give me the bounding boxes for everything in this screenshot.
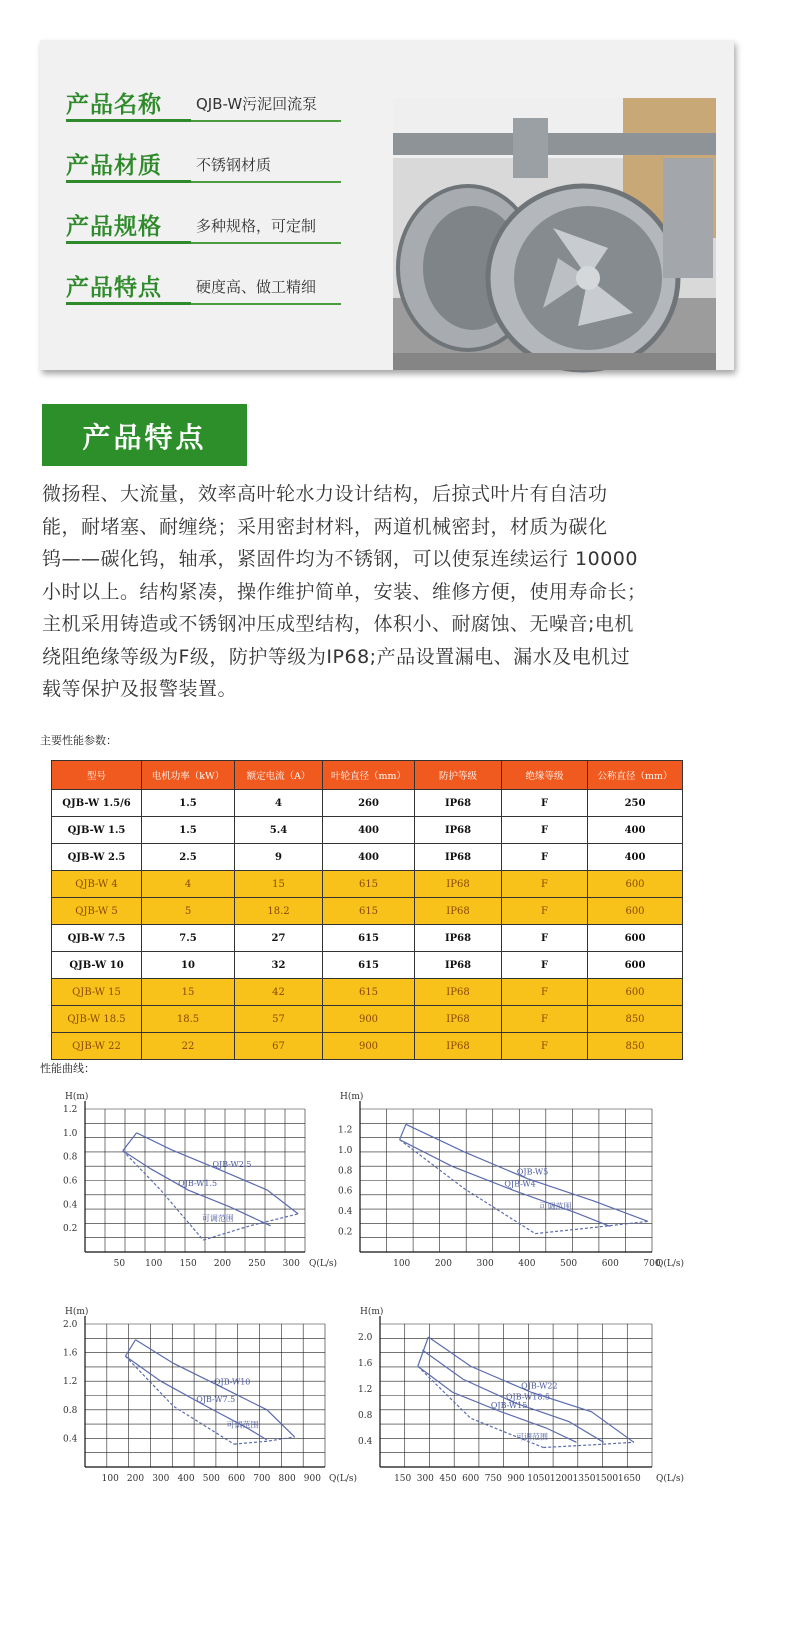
y-tick-label: 0.8 xyxy=(338,1166,353,1177)
table-cell: F xyxy=(502,817,588,844)
table-cell: F xyxy=(502,925,588,952)
table-cell: IP68 xyxy=(415,952,502,979)
table-cell: QJB-W 7.5 xyxy=(52,925,142,952)
y-tick-label: 0.4 xyxy=(63,1200,78,1211)
table-cell: 5 xyxy=(142,898,235,925)
x-tick-label: 300 xyxy=(476,1259,494,1269)
features-description xyxy=(42,478,742,706)
table-cell: 5.4 xyxy=(235,817,323,844)
table-cell: 15 xyxy=(235,871,323,898)
table-header-cell: 绝缘等级 xyxy=(502,761,588,790)
performance-chart-2 xyxy=(320,1085,685,1290)
performance-chart-3 xyxy=(40,1300,358,1505)
table-header-row xyxy=(52,761,683,790)
label-underline xyxy=(66,302,191,305)
x-tick-label: 400 xyxy=(518,1259,536,1269)
table-cell: 615 xyxy=(323,952,415,979)
table-cell: 400 xyxy=(588,817,683,844)
table-cell: 615 xyxy=(323,979,415,1006)
table-cell: QJB-W 22 xyxy=(52,1033,142,1060)
table-row xyxy=(52,898,683,925)
params-caption: 主要性能参数： xyxy=(40,734,117,747)
product-info-card xyxy=(40,40,734,370)
table-cell: F xyxy=(502,952,588,979)
x-tick-label: 300 xyxy=(152,1474,170,1484)
y-tick-label: 1.2 xyxy=(63,1377,78,1388)
info-row-spec xyxy=(66,206,341,244)
series-line xyxy=(123,1151,203,1240)
table-cell: 400 xyxy=(323,817,415,844)
table-cell: 42 xyxy=(235,979,323,1006)
table-cell: F xyxy=(502,844,588,871)
performance-chart-1 xyxy=(40,1085,338,1290)
table-cell: 4 xyxy=(142,871,235,898)
description-line: 主机采用铸造或不锈钢冲压成型结构，体积小、耐腐蚀、无噪音;电机 xyxy=(42,613,634,635)
y-tick-label: 0.8 xyxy=(63,1405,78,1416)
adjustable-range-label: 可调范围 xyxy=(201,1214,234,1224)
y-axis-label: H(m) xyxy=(340,1092,364,1102)
x-axis-label: Q(L/s) xyxy=(656,1259,685,1269)
table-header-cell: 额定电流（A） xyxy=(235,761,323,790)
table-cell: IP68 xyxy=(415,844,502,871)
y-tick-label: 1.6 xyxy=(63,1348,78,1359)
info-label: 产品规格 xyxy=(66,214,162,240)
table-cell: QJB-W 1.5/6 xyxy=(52,790,142,817)
info-row-material xyxy=(66,145,341,183)
table-cell: F xyxy=(502,871,588,898)
y-tick-label: 1.0 xyxy=(63,1128,78,1139)
series-line xyxy=(418,1337,429,1366)
table-cell: F xyxy=(502,979,588,1006)
table-cell: 27 xyxy=(235,925,323,952)
table-header-cell: 电机功率（kW） xyxy=(142,761,235,790)
table-cell: QJB-W 5 xyxy=(52,898,142,925)
x-tick-label: 500 xyxy=(202,1474,220,1484)
table-cell: F xyxy=(502,1006,588,1033)
table-cell: 250 xyxy=(588,790,683,817)
series-label: QJB-W1.5 xyxy=(178,1179,218,1189)
label-underline xyxy=(66,180,191,183)
y-tick-label: 0.4 xyxy=(358,1437,373,1447)
table-row xyxy=(52,925,683,952)
label-underline xyxy=(66,241,191,244)
description-line: 微扬程、大流量，效率高叶轮水力设计结构，后掠式叶片有自洁功 xyxy=(42,483,608,505)
x-tick-label: 900 xyxy=(507,1474,525,1484)
table-cell: IP68 xyxy=(415,925,502,952)
x-tick-label: 900 xyxy=(303,1474,321,1484)
y-tick-label: 1.2 xyxy=(358,1385,373,1395)
y-tick-label: 0.2 xyxy=(63,1224,78,1235)
series-label: QJB-W22 xyxy=(521,1381,558,1391)
table-cell: QJB-W 15 xyxy=(52,979,142,1006)
x-tick-label: 1500 xyxy=(595,1474,619,1484)
table-row xyxy=(52,1006,683,1033)
table-cell: IP68 xyxy=(415,871,502,898)
table-cell: 615 xyxy=(323,871,415,898)
table-row xyxy=(52,817,683,844)
info-row-feature xyxy=(66,267,341,305)
table-cell: 900 xyxy=(323,1033,415,1060)
table-cell: F xyxy=(502,1033,588,1060)
y-tick-label: 1.2 xyxy=(63,1105,78,1115)
features-heading xyxy=(42,404,247,466)
series-line xyxy=(543,1442,634,1447)
info-value: 不锈钢材质 xyxy=(196,156,272,174)
table-cell: 10 xyxy=(142,952,235,979)
x-tick-label: 500 xyxy=(559,1259,578,1269)
x-tick-label: 700 xyxy=(643,1259,661,1269)
x-tick-label: 200 xyxy=(434,1259,453,1269)
x-tick-label: 1200 xyxy=(549,1474,573,1484)
table-cell: 4 xyxy=(235,790,323,817)
info-label: 产品特点 xyxy=(66,275,162,301)
table-cell: 615 xyxy=(323,898,415,925)
table-row xyxy=(52,871,683,898)
table-row xyxy=(52,979,683,1006)
y-tick-label: 1.0 xyxy=(338,1145,353,1156)
table-cell: IP68 xyxy=(415,817,502,844)
table-cell: 400 xyxy=(323,844,415,871)
info-value: QJB-W污泥回流泵 xyxy=(196,95,318,113)
description-line: 绕阻绝缘等级为F级，防护等级为IP68;产品设置漏电、漏水及电机过 xyxy=(42,645,631,668)
table-header-cell: 叶轮直径（mm） xyxy=(323,761,415,790)
series-label: QJB-W2.5 xyxy=(212,1159,252,1169)
x-tick-label: 1650 xyxy=(617,1474,641,1484)
y-tick-label: 2.0 xyxy=(358,1333,373,1343)
y-axis-label: H(m) xyxy=(360,1307,384,1317)
adjustable-range-label: 可调范围 xyxy=(516,1432,548,1442)
table-cell: 615 xyxy=(323,925,415,952)
y-tick-label: 0.4 xyxy=(338,1207,353,1218)
table-cell: 600 xyxy=(588,871,683,898)
table-cell: 600 xyxy=(588,925,683,952)
x-tick-label: 200 xyxy=(213,1259,232,1269)
y-tick-label: 1.6 xyxy=(358,1359,373,1369)
x-axis-label: Q(L/s) xyxy=(329,1474,358,1484)
x-tick-label: 600 xyxy=(601,1259,619,1269)
table-cell: 18.5 xyxy=(142,1006,235,1033)
table-row xyxy=(52,844,683,871)
curves-caption: 性能曲线： xyxy=(40,1062,95,1075)
table-cell: IP68 xyxy=(415,1006,502,1033)
info-value: 多种规格，可定制 xyxy=(196,217,317,235)
series-label: QJB-W15 xyxy=(490,1400,528,1410)
info-label: 产品名称 xyxy=(66,92,162,118)
y-tick-label: 0.2 xyxy=(338,1227,353,1238)
y-tick-label: 0.6 xyxy=(338,1186,353,1197)
x-tick-label: 450 xyxy=(439,1474,457,1484)
y-tick-label: 0.8 xyxy=(63,1152,78,1163)
table-cell: IP68 xyxy=(415,979,502,1006)
series-label: QJB-W4 xyxy=(504,1179,536,1189)
table-cell: QJB-W 10 xyxy=(52,952,142,979)
y-tick-label: 0.8 xyxy=(358,1411,373,1421)
series-label: QJB-W7.5 xyxy=(196,1395,236,1405)
y-axis-label: H(m) xyxy=(65,1307,89,1317)
table-cell: IP68 xyxy=(415,1033,502,1060)
table-header-cell: 型号 xyxy=(52,761,142,790)
x-tick-label: 150 xyxy=(179,1259,197,1269)
table-cell: 850 xyxy=(588,1006,683,1033)
x-tick-label: 400 xyxy=(177,1474,195,1484)
series-label: QJB-W18.5 xyxy=(506,1392,551,1402)
table-cell: 22 xyxy=(142,1033,235,1060)
adjustable-range-label: 可调范围 xyxy=(539,1202,572,1212)
x-tick-label: 100 xyxy=(145,1259,163,1269)
table-cell: 67 xyxy=(235,1033,323,1060)
pump-photo xyxy=(393,98,716,370)
features-heading-text: 产品特点 xyxy=(82,421,207,454)
label-underline xyxy=(66,119,191,122)
y-axis-label: H(m) xyxy=(65,1092,89,1102)
table-header-cell: 公称直径（mm） xyxy=(588,761,683,790)
table-cell: QJB-W 4 xyxy=(52,871,142,898)
y-tick-label: 2.0 xyxy=(63,1320,78,1330)
description-line: 小时以上。结构紧凑，操作维护简单，安装、维修方便，使用寿命长； xyxy=(42,580,647,603)
table-header-cell: 防护等级 xyxy=(415,761,502,790)
x-tick-label: 750 xyxy=(484,1474,502,1484)
x-tick-label: 600 xyxy=(227,1474,246,1484)
y-tick-label: 0.6 xyxy=(63,1176,78,1187)
x-tick-label: 1350 xyxy=(572,1474,596,1484)
table-cell: 2.5 xyxy=(142,844,235,871)
x-tick-label: 50 xyxy=(113,1259,126,1269)
table-cell: F xyxy=(502,790,588,817)
pump-illustration xyxy=(393,98,716,370)
x-tick-label: 300 xyxy=(282,1259,300,1269)
table-cell: F xyxy=(502,898,588,925)
x-tick-label: 150 xyxy=(394,1474,412,1484)
x-tick-label: 100 xyxy=(101,1474,119,1484)
description-line: 能，耐堵塞、耐缠绕；采用密封材料，两道机械密封，材质为碳化 xyxy=(42,515,608,538)
performance-chart-4 xyxy=(340,1300,685,1505)
table-cell: QJB-W 1.5 xyxy=(52,817,142,844)
x-tick-label: 800 xyxy=(278,1474,296,1484)
x-axis-label: Q(L/s) xyxy=(309,1259,338,1269)
table-cell: 7.5 xyxy=(142,925,235,952)
table-cell: 600 xyxy=(588,898,683,925)
x-tick-label: 700 xyxy=(253,1474,271,1484)
table-cell: 400 xyxy=(588,844,683,871)
table-cell: 57 xyxy=(235,1006,323,1033)
series-label: QJB-W5 xyxy=(516,1167,549,1177)
table-cell: 900 xyxy=(323,1006,415,1033)
table-cell: 9 xyxy=(235,844,323,871)
series-label: QJB-W10 xyxy=(213,1377,251,1387)
table-row xyxy=(52,1033,683,1060)
table-cell: 850 xyxy=(588,1033,683,1060)
table-cell: 15 xyxy=(142,979,235,1006)
table-cell: QJB-W 18.5 xyxy=(52,1006,142,1033)
series-line xyxy=(125,1340,135,1356)
x-tick-label: 200 xyxy=(126,1474,145,1484)
series-line xyxy=(136,1340,295,1437)
x-tick-label: 100 xyxy=(393,1259,411,1269)
table-cell: 600 xyxy=(588,979,683,1006)
description-line: 钨——碳化钨，轴承，紧固件均为不锈钢，可以使泵连续运行 10000 xyxy=(42,548,638,570)
y-tick-label: 1.2 xyxy=(338,1125,353,1136)
spec-table xyxy=(51,760,683,1060)
table-cell: IP68 xyxy=(415,790,502,817)
adjustable-range-label: 可调范围 xyxy=(226,1420,259,1430)
table-cell: 600 xyxy=(588,952,683,979)
info-row-name xyxy=(66,84,341,122)
info-value: 硬度高、做工精细 xyxy=(196,278,317,296)
table-cell: 1.5 xyxy=(142,817,235,844)
table-cell: 18.2 xyxy=(235,898,323,925)
table-cell: 260 xyxy=(323,790,415,817)
y-tick-label: 0.4 xyxy=(63,1434,78,1445)
x-tick-label: 600 xyxy=(462,1474,480,1484)
x-axis-label: Q(L/s) xyxy=(656,1474,685,1484)
x-tick-label: 300 xyxy=(416,1474,434,1484)
table-cell: IP68 xyxy=(415,898,502,925)
x-tick-label: 1050 xyxy=(527,1474,551,1484)
info-label: 产品材质 xyxy=(66,153,162,179)
table-cell: QJB-W 2.5 xyxy=(52,844,142,871)
table-row xyxy=(52,952,683,979)
table-cell: 1.5 xyxy=(142,790,235,817)
table-row xyxy=(52,790,683,817)
x-tick-label: 250 xyxy=(248,1259,266,1269)
table-cell: 32 xyxy=(235,952,323,979)
description-line: 载等保护及报警装置。 xyxy=(42,678,238,700)
